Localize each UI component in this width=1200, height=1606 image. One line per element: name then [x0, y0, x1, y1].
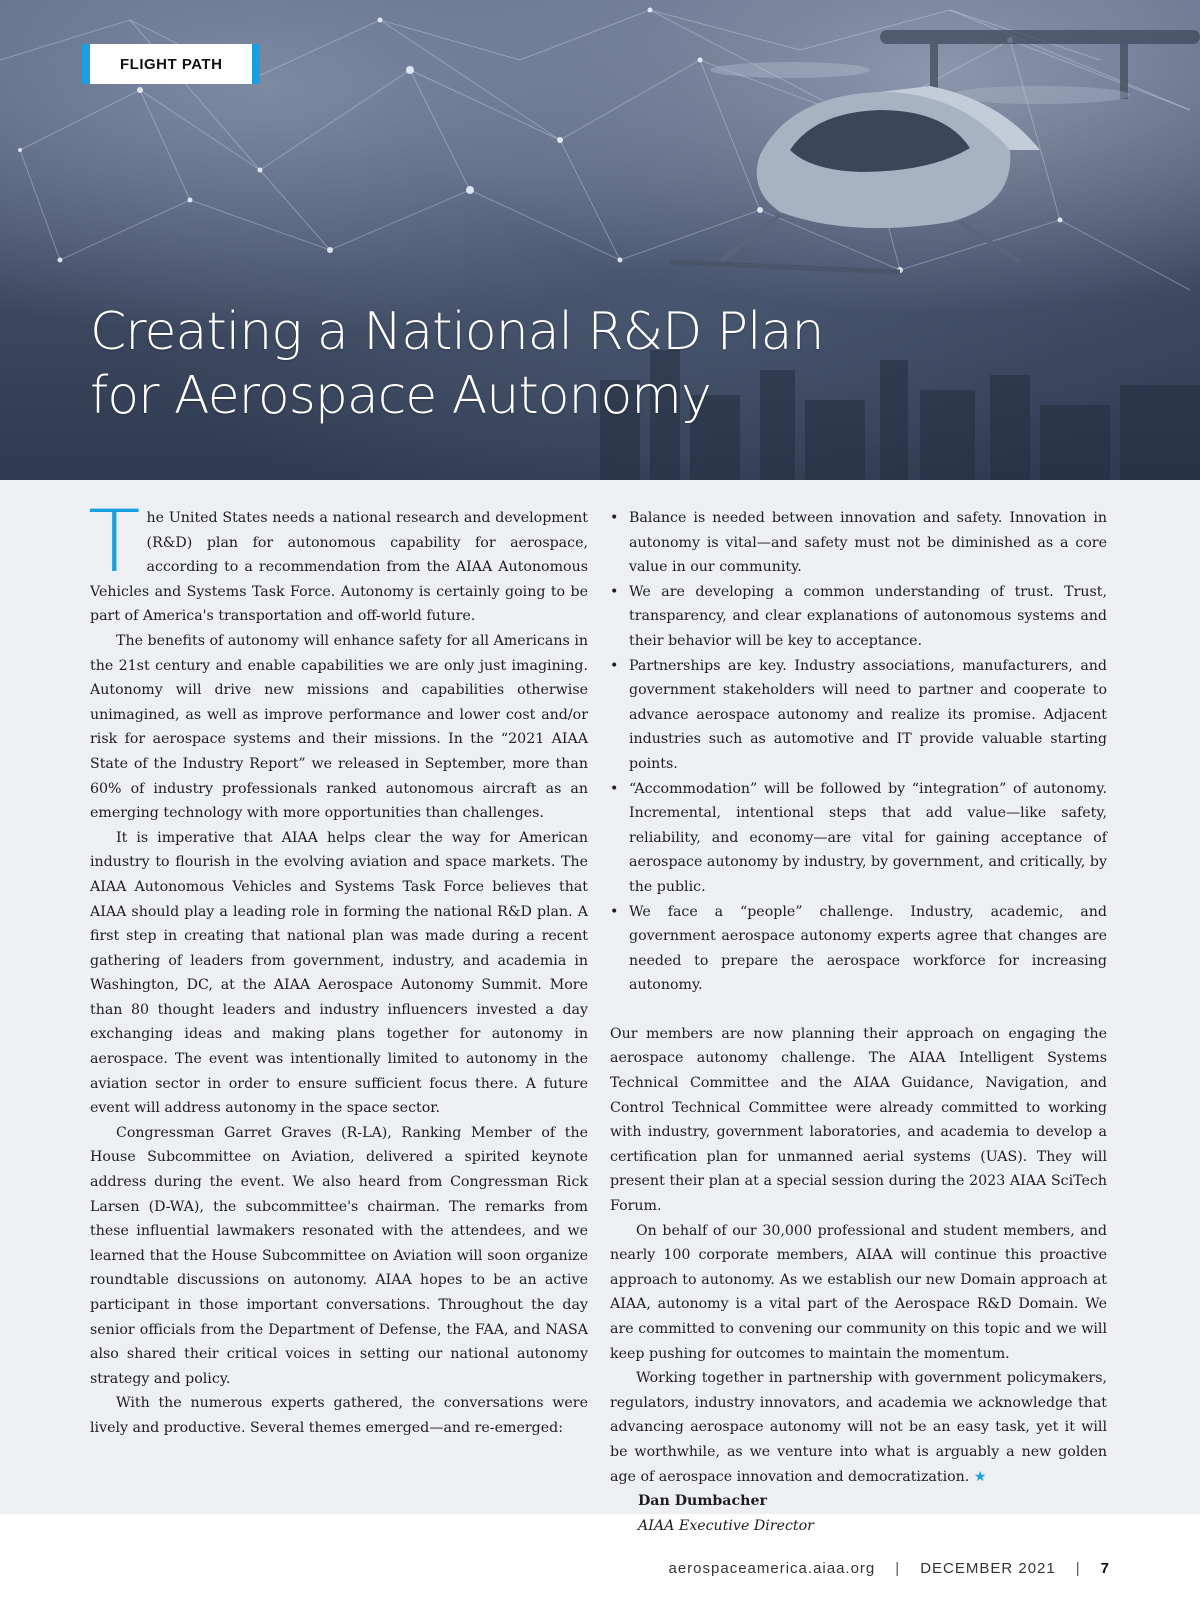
drone-graphic — [670, 30, 1200, 272]
paragraph-7: On behalf of our 30,000 professional and student members, and nearly 100 corporate members, AIAA will continue this proactive approach to autonomy. As we establish our new Domain approach at AIAA, autonomy is a vital part of the Aerospace R&D Domain. We are committed to convening our community on this topic and we will keep pushing for outcomes to maintain the momentum. — [610, 1222, 1107, 1362]
footer-site-link[interactable]: aerospaceamerica.aiaa.org — [668, 1560, 876, 1577]
footer-separator: | — [895, 1560, 901, 1577]
tag-bar-left — [82, 44, 90, 84]
list-item: • We are developing a common understanding of trust. Trust, transparency, and clear explanations of autonomous systems and their behavior will be key to acceptance. — [610, 580, 1107, 654]
paragraph-3: It is imperative that AIAA helps clear the way for American industry to flourish in the evolving aviation and space markets. The AIAA Autonomous Vehicles and Systems Task Force believes that AIAA should play a leading role in forming the national R&D plan. A first step in creating that national plan was made during a recent gathering of leaders from government, industry, and academia in Washington, DC, at the AIAA Aerospace Autonomy Summit. More than 80 thought leaders and industry influencers invested a day exchanging ideas and making plans together for autonomy in aerospace. The event was intentionally limited to autonomy in the aviation sector in order to ensure sufficient focus there. A future event will address autonomy in the space sector. — [90, 829, 588, 1117]
list-item: • Partnerships are key. Industry associations, manufacturers, and government stakeholders will need to partner and cooperate to advance aerospace autonomy and realize its promise. Adjacent industries such as automotive and IT provide valuable starting points. — [610, 654, 1107, 777]
paragraph-1 — [88, 492, 588, 629]
paragraph-4: Congressman Garret Graves (R-LA), Ranking Member of the House Subcommittee on Aviation, delivered a spirited keynote address during the event. We also heard from Congressman Rick Larsen (D-WA), the subcommittee's chairman. The remarks from these influential lawmakers resonated with the attendees, and we learned that the House Subcommittee on Aviation will soon organize roundtable discussions on autonomy. AIAA hopes to be an active participant in those important conversations. Throughout the day senior officials from the Department of Defense, the FAA, and NASA also shared their critical voices in setting our national autonomy strategy and policy. — [90, 1124, 588, 1387]
themes-list — [610, 506, 1107, 998]
article-body — [0, 480, 1200, 1534]
spacer — [610, 998, 1107, 1022]
section-tag — [82, 44, 260, 84]
paragraph-6: Our members are now planning their approach on engaging the aerospace autonomy challenge. The AIAA Intelligent Systems Technical Committee and the AIAA Guidance, Navigation, and Control Technical Committee were already committed to working with industry, government laboratories, and academia to develop a certification plan for unmanned aerial systems (UAS). They will present their plan at a special session during the 2023 AIAA SciTech Forum. — [610, 1025, 1107, 1215]
right-column — [610, 506, 1107, 1538]
hero-image — [0, 0, 1200, 480]
paragraph-8-text: Working together in partnership with government policymakers, regulators, industry innovators, and academia we acknowledge that advancing aerospace autonomy will not be an easy task, yet it will be worthwhile, as we venture into what is arguably a new golden age of aerospace innovation and democratization. — [610, 1370, 1107, 1485]
paragraph-5: With the numerous experts gathered, the conversations were lively and productive. Several themes emerged—and re-emerged: — [90, 1395, 588, 1436]
section-tag-label: FLIGHT PATH — [90, 44, 252, 84]
list-item: • Balance is needed between innovation and safety. Innovation in autonomy is vital—and safety must not be diminished as a core value in our community. — [610, 506, 1107, 580]
footer-separator: | — [1075, 1560, 1081, 1577]
star-icon: ★ — [973, 1468, 987, 1485]
footer-issue: DECEMBER 2021 — [920, 1560, 1056, 1577]
article-title — [90, 300, 990, 428]
left-column — [88, 492, 588, 1441]
list-item: • “Accommodation” will be followed by “integration” of autonomy. Incremental, intentional steps that add value—like safety, reliability, and economy—are vital for gaining acceptance of aerospace autonomy by industry, by government, and critically, by the public. — [610, 777, 1107, 900]
paragraph-2: The benefits of autonomy will enhance safety for all Americans in the 21st century and enable capabilities we are only just imagining. Autonomy will drive new missions and capabilities otherwise unimagined, as well as improve performance and lower cost and/or risk for aerospace systems and their missions. In the “2021 AIAA State of the Industry Report” we released in September, more than 60% of industry professionals ranked autonomous aircraft as an emerging technology with more opportunities than challenges. — [90, 632, 588, 822]
list-item: • We face a “people” challenge. Industry, academic, and government aerospace autonomy experts agree that changes are needed to prepare the aerospace workforce for increasing autonomy. — [610, 900, 1107, 998]
signature-name: Dan Dumbacher — [638, 1493, 767, 1510]
paragraph-1-text: he United States needs a national research and development (R&D) plan for autonomous capability for aerospace, according to a recommendation from the AIAA Autonomous Vehicles and Systems Task Force. Autonomy is certainly going to be part of America's transportation and off-world future. — [90, 510, 588, 625]
tag-bar-right — [252, 44, 260, 84]
title-line-2: for Aerospace Autonomy — [90, 366, 711, 426]
page-number: 7 — [1100, 1560, 1110, 1577]
paragraph-8 — [610, 1366, 1107, 1489]
drop-cap: T — [88, 492, 141, 592]
page-footer — [0, 1560, 1110, 1577]
signature-title: AIAA Executive Director — [638, 1517, 814, 1534]
title-line-1: Creating a National R&D Plan — [90, 302, 824, 362]
